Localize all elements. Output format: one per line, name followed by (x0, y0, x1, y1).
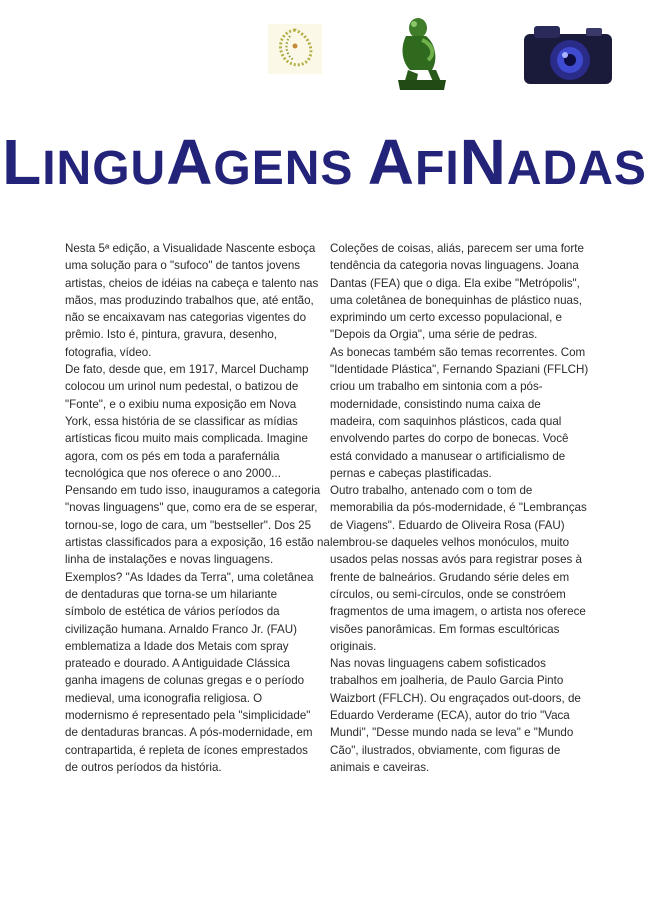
article-column-right (330, 240, 589, 776)
text-line: linha de instalações e novas linguagens. (65, 553, 274, 567)
article-column-left (65, 240, 330, 776)
text-line: fragmentos de uma imagem, o artista nos oferece (330, 605, 586, 619)
text-line: trabalhos em joalheria, de Paulo Garcia Pinto (330, 674, 564, 688)
text-line: frente de balneários. Grudando série deles em (330, 570, 570, 584)
text-line: Eduardo Verderame (ECA), autor do trio "Vaca (330, 709, 570, 723)
text-line: de dentaduras que torna-se um hilariante (65, 587, 278, 601)
text-line: originais. (330, 639, 377, 653)
text-line: artistas classificados para a exposição, 16 estão na (65, 536, 330, 550)
title-segment: A (166, 126, 214, 198)
thinker-statue-icon (392, 14, 450, 92)
text-line: colocou um urinol num pedestal, o batizou de (65, 380, 299, 394)
paragraph (65, 361, 309, 482)
text-line: De fato, desde que, em 1917, Marcel Duchamp (65, 363, 309, 377)
paragraph (65, 240, 319, 361)
text-line: York, essa história de se classificar as mídias (65, 414, 298, 428)
text-line: tornou-se, logo de cara, um "bestseller". Dos 25 (65, 518, 312, 532)
text-line: criou um trabalho em sintonia com a pós- (330, 380, 543, 394)
wreath-icon (268, 24, 322, 74)
text-line: madeira, com saquinhos plásticos, cada qual (330, 414, 562, 428)
text-line: está convidado a manusear o artificialismo de (330, 449, 566, 463)
text-line: exprimindo um certo excesso populacional, e (330, 311, 562, 325)
text-line: uma solução para o "sufoco" de tantos jovens (65, 259, 301, 273)
text-line: emblematiza a Idade dos Metais com spray (65, 639, 289, 653)
text-line: pernas e cabeças plastificadas. (330, 466, 492, 480)
text-line: tendência da categoria novas linguagens. Joana (330, 259, 579, 273)
text-line: As bonecas também são temas recorrentes. Com (330, 345, 586, 359)
title-segment: ADAS (506, 142, 647, 195)
text-line: lembrou-se daqueles velhos monóculos, muito (330, 536, 570, 550)
text-line: círculos, ou semi-círculos, onde se constróem (330, 587, 566, 601)
text-line: símbolo de estética de vários períodos da (65, 605, 280, 619)
page-title (0, 126, 649, 205)
text-line: memorabilia da pós-modernidade, é "Lembranças (330, 501, 587, 515)
text-line: Pensando em tudo isso, inauguramos a categoria (65, 484, 321, 498)
text-line: Outro trabalho, antenado com o tom de (330, 484, 533, 498)
text-line: envolvendo partes do corpo de bonecas. Você (330, 432, 569, 446)
text-line: prêmio. Isto é, pintura, gravura, desenho, (65, 328, 278, 342)
text-line: não se encaixavam nas categorias vigentes do (65, 311, 307, 325)
paragraph (65, 482, 330, 568)
text-line: mãos, mas produzindo trabalhos que, até então, (65, 293, 314, 307)
text-line: "Identidade Plástica", Fernando Spaziani (FFLCH) (330, 363, 589, 377)
paragraph (330, 655, 581, 776)
text-line: Exemplos? "As Idades da Terra", uma coletânea (65, 570, 314, 584)
text-line: modernismo é representado pela "simplicidade" (65, 709, 311, 723)
text-line: de dentaduras brancas. A pós-modernidade, em (65, 726, 313, 740)
paragraph (65, 569, 314, 777)
text-line: medieval, uma iconografia religiosa. O (65, 691, 263, 705)
title-segment: INGU (42, 142, 167, 195)
text-line: tecnológica que nos oferece o ano 2000... (65, 466, 281, 480)
text-line: "Fonte", e o exibiu numa exposição em Nova (65, 397, 297, 411)
text-line: modernidade, consistindo numa caixa de (330, 397, 541, 411)
text-line: artistas, cheios de idéias na cabeça e talento nas (65, 276, 319, 290)
paragraph (330, 482, 587, 655)
text-line: "novas linguagens" que, como era de se esperar, (65, 501, 318, 515)
text-line: artísticas ficou muito mais complicada. Imagine (65, 432, 308, 446)
text-line: usados pelas nossas avós para registrar poses à (330, 553, 582, 567)
text-line: civilização humana. Arnaldo Franco Jr. (FAU) (65, 622, 297, 636)
text-line: fotografia, vídeo. (65, 345, 152, 359)
paragraph (330, 240, 584, 344)
text-line: de Viagens". Eduardo de Oliveira Rosa (FAU) (330, 518, 565, 532)
paragraph (330, 344, 589, 482)
text-line: visões panorâmicas. Em formas escultóricas (330, 622, 560, 636)
text-line: Cão", ilustrados, obviamente, com figuras de (330, 743, 561, 757)
text-line: animais e caveiras. (330, 760, 430, 774)
title-segment: N (459, 126, 507, 198)
title-segment: GENS (213, 142, 368, 195)
title-segment: L (2, 126, 43, 198)
title-segment: FI (415, 142, 460, 195)
text-line: Nesta 5ª edição, a Visualidade Nascente esboça (65, 242, 316, 255)
text-line: agora, com os pés em toda a parafernália (65, 449, 280, 463)
text-line: contrapartida, é repleta de ícones emprestados (65, 743, 308, 757)
text-line: uma coletânea de bonequinhas de plástico nuas, (330, 293, 583, 307)
text-line: Mundi", "Desse mundo nada se leva" e "Mundo (330, 726, 574, 740)
text-line: Nas novas linguagens cabem sofisticados (330, 657, 546, 671)
text-line: Dantas (FEA) que o diga. Ela exibe "Metrópolis", (330, 276, 580, 290)
camera-icon (520, 22, 616, 88)
text-line: de outros períodos da história. (65, 760, 222, 774)
text-line: "Depois da Orgia", uma série de pedras. (330, 328, 538, 342)
text-line: Coleções de coisas, aliás, parecem ser uma forte (330, 242, 584, 255)
text-line: ganha imagens de colunas gregas e o período (65, 674, 305, 688)
text-line: Waizbort (FFLCH). Ou engraçados out-doors, de (330, 691, 581, 705)
title-segment: A (367, 126, 415, 198)
text-line: prateado e dourado. A Antiguidade Clássica (65, 657, 290, 671)
